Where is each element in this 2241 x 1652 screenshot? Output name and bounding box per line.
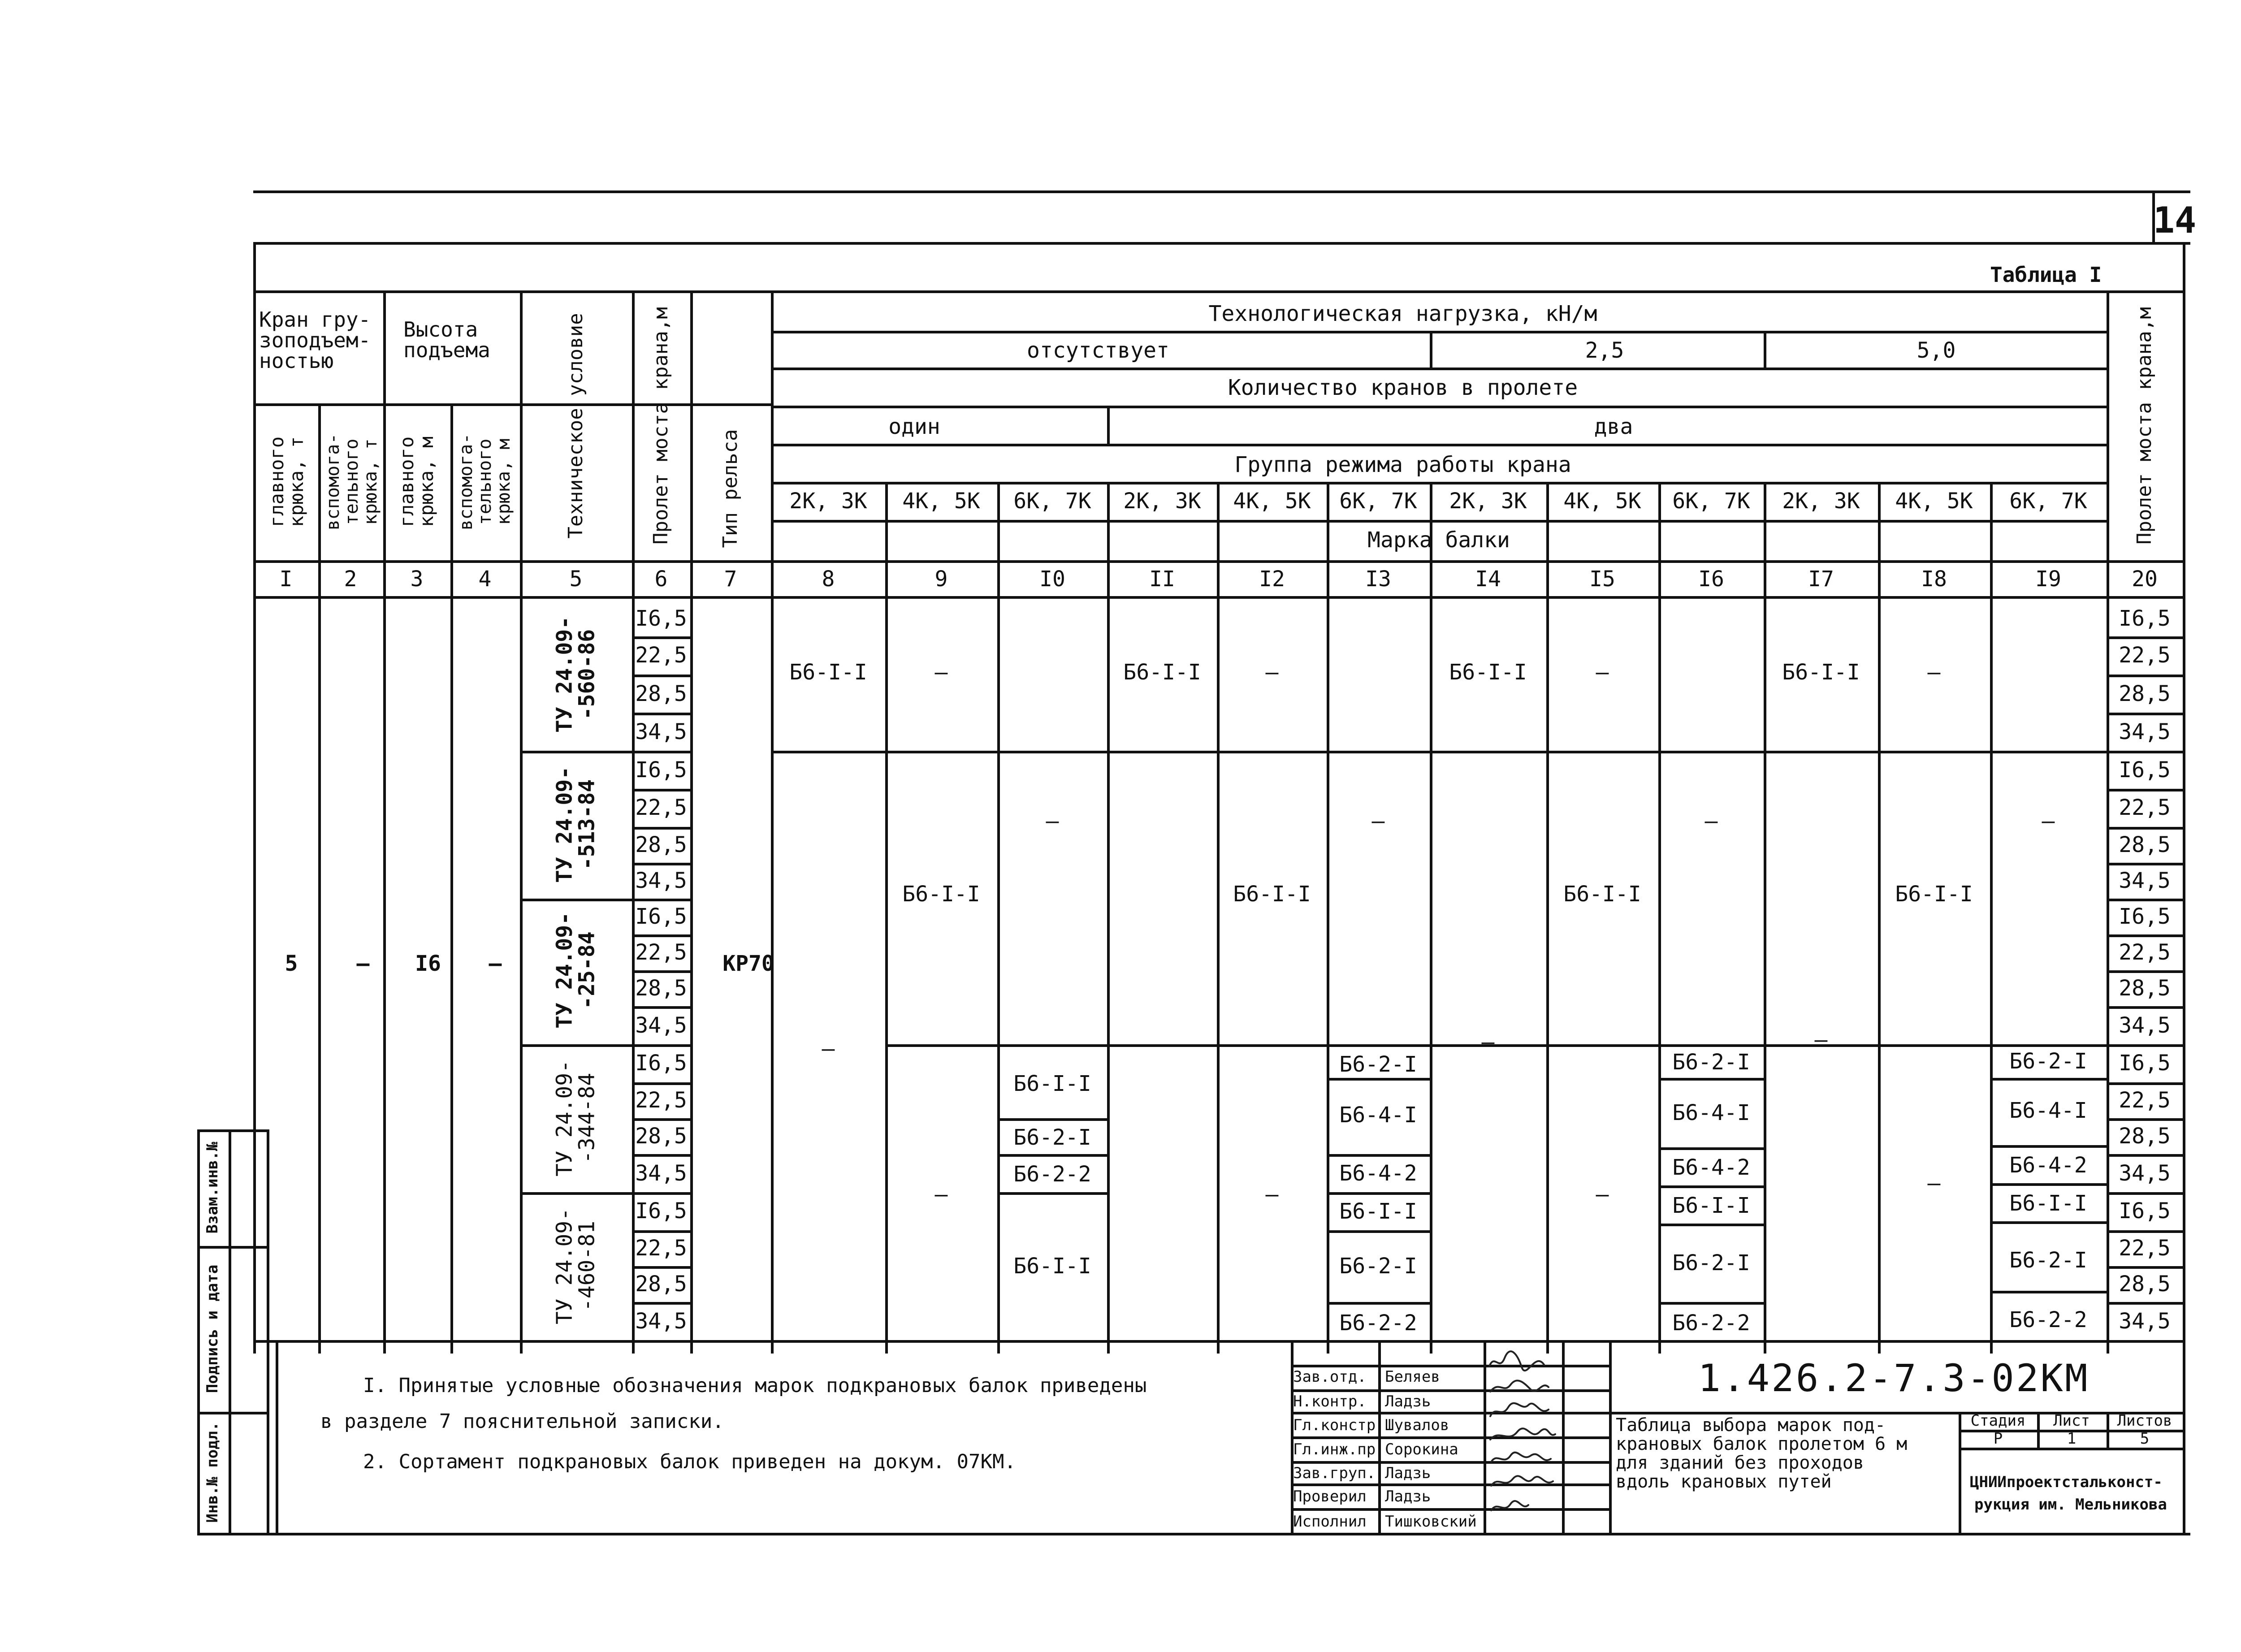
tb-sheets-label: Листов — [2117, 1412, 2172, 1430]
tb-role-5: Зав.груп. — [1293, 1464, 1376, 1482]
span-4-2: 22,5 — [635, 1088, 687, 1113]
rspan-4: 34,5 — [2119, 719, 2171, 744]
frame-right — [2183, 242, 2185, 1533]
span-1-1: I6,5 — [635, 606, 687, 631]
col-line-9 — [885, 482, 888, 1354]
notes-frame-top — [276, 1340, 2183, 1343]
span-row-lines-9 — [632, 934, 690, 937]
tb-name-3: Шувалов — [1385, 1416, 1449, 1434]
mark-c8-low: — — [822, 1036, 835, 1061]
duty-col-17: 2К, 3К — [1782, 489, 1860, 514]
rspan-14: 22,5 — [2119, 1088, 2171, 1113]
load-divider-2 — [1764, 331, 1766, 368]
mark-c13-2: Б6-4-I — [1339, 1103, 1417, 1128]
mark-c11-top: Б6-I-I — [1123, 660, 1201, 685]
sheet-number: 14 — [2153, 199, 2197, 241]
mark-c10-3: Б6-2-2 — [1013, 1162, 1091, 1187]
col-line-11 — [1107, 482, 1110, 1354]
header-line-3 — [253, 403, 773, 406]
col-num-17: I7 — [1808, 567, 1834, 592]
duty-col-11: 2К, 3К — [1123, 489, 1201, 514]
span-2-2: 22,5 — [635, 795, 687, 820]
c10-line-1 — [997, 1118, 1107, 1121]
mark-c17-low: — — [1814, 1027, 1828, 1052]
right-span-line-16 — [2107, 1192, 2183, 1195]
mark-c19-1: Б6-2-I — [2009, 1049, 2087, 1074]
tb-name-1: Беляев — [1385, 1368, 1440, 1386]
load-5-0: 5,0 — [1917, 338, 1956, 363]
col-num-10: I0 — [1039, 567, 1065, 592]
mark-c9-mid: Б6-I-I — [902, 882, 980, 907]
rspan-6: 22,5 — [2119, 795, 2171, 820]
load-divider-1 — [1430, 331, 1432, 368]
col-num-2: 2 — [344, 567, 357, 592]
tb-title-1: Таблица выбора марок под- — [1616, 1415, 1886, 1436]
col-num-6: 6 — [654, 567, 668, 592]
capacity-main-value: 5 — [285, 951, 298, 976]
side-stamp-left — [197, 1129, 200, 1533]
right-span-line-8 — [2107, 899, 2183, 901]
mark-c17-top: Б6-I-I — [1782, 660, 1860, 685]
doc-code: 1.426.2-7.3-02КМ — [1698, 1356, 2090, 1400]
duty-group-header: Группа режима работы крана — [1234, 452, 1571, 477]
tech-condition-header: Техническое условие — [564, 313, 587, 539]
span-row-lines-18 — [632, 1266, 690, 1269]
c10-line-2 — [997, 1154, 1107, 1157]
span-row-lines-15 — [632, 1154, 690, 1157]
span-row-lines-11 — [632, 1006, 690, 1009]
signatures — [1486, 1345, 1562, 1533]
table-label-line — [253, 290, 2183, 293]
mark-c19-6: Б6-2-2 — [2009, 1307, 2087, 1332]
col-num-14: I4 — [1475, 567, 1501, 592]
c19-line-4 — [1990, 1221, 2107, 1224]
col-num-3: 3 — [410, 567, 424, 592]
note-2: 2. Сортамент подкрановых балок приведен на докум. 07КМ. — [363, 1450, 1016, 1473]
mark-c13-6: Б6-2-2 — [1339, 1310, 1417, 1336]
span-3-1: I6,5 — [635, 904, 687, 929]
load-2-5: 2,5 — [1585, 338, 1624, 363]
col-line-15 — [1546, 482, 1549, 1354]
right-span-line-4 — [2107, 751, 2183, 753]
table-label: Таблица I — [1990, 263, 2102, 287]
tb-org-1: ЦНИИпроектстальконст- — [1970, 1473, 2163, 1491]
crane-count-header: Количество кранов в пролете — [1228, 375, 1578, 400]
mark-c11-low: — — [1155, 1032, 1169, 1057]
tb-stage-label: Стадия — [1970, 1412, 2026, 1430]
tb-sheet-value: 1 — [2067, 1430, 2077, 1448]
right-span-line-2 — [2107, 675, 2183, 677]
side-stamp-div-1 — [197, 1246, 267, 1249]
right-span-line-7 — [2107, 863, 2183, 865]
col-line-2 — [318, 403, 321, 1354]
rspan-1: I6,5 — [2119, 606, 2171, 631]
height-aux-value: — — [489, 951, 502, 976]
mark-c19-5: Б6-2-I — [2009, 1248, 2087, 1273]
rspan-8: 34,5 — [2119, 868, 2171, 893]
c13-line-1 — [1327, 1078, 1430, 1081]
span-row-lines-6 — [632, 827, 690, 830]
tb-sheets-value: 5 — [2140, 1430, 2150, 1448]
c16-line-2 — [1658, 1147, 1764, 1150]
load-absent: отсутствует — [1027, 338, 1169, 363]
rspan-5: I6,5 — [2119, 757, 2171, 783]
col-num-5: 5 — [569, 567, 583, 592]
rspan-9: I6,5 — [2119, 904, 2171, 929]
col-num-4: 4 — [478, 567, 492, 592]
tb-role-6: Проверил — [1293, 1488, 1367, 1505]
rspan-12: 34,5 — [2119, 1013, 2171, 1038]
span-2-1: I6,5 — [635, 757, 687, 783]
c13-line-2 — [1327, 1154, 1430, 1157]
note-1: I. Принятые условные обозначения марок подкрановых балок приведены — [363, 1374, 1147, 1397]
c10-line-3 — [997, 1192, 1107, 1195]
col-num-12: I2 — [1259, 567, 1285, 592]
c13-line-4 — [1327, 1230, 1430, 1233]
group-line-b — [885, 1044, 2107, 1047]
duty-col-19: 6К, 7К — [2009, 489, 2087, 514]
mark-c16-2: Б6-4-I — [1672, 1100, 1750, 1125]
side-stamp-div-2 — [197, 1412, 267, 1414]
rspan-18: 22,5 — [2119, 1236, 2171, 1261]
tb-name-6: Ладзь — [1385, 1488, 1431, 1505]
tb-role-7: Исполнил — [1293, 1513, 1367, 1531]
bridge-span-header: Пролет моста крана,м — [649, 307, 672, 545]
side-stamp-replace: Взам.инв.№ — [203, 1142, 222, 1234]
c19-line-1 — [1990, 1078, 2107, 1081]
mark-c18-mid: Б6-I-I — [1895, 882, 1973, 907]
top-rule — [253, 190, 2190, 193]
span-row-lines-5 — [632, 789, 690, 791]
mark-c14-top: Б6-I-I — [1449, 660, 1527, 685]
note-1-cont: в разделе 7 пояснительной записки. — [320, 1410, 724, 1433]
tb-role-1: Зав.отд. — [1293, 1368, 1367, 1386]
mark-c12-top: — — [1265, 660, 1279, 685]
span-1-3: 28,5 — [635, 681, 687, 706]
tb-name-7: Тишковский — [1385, 1513, 1477, 1531]
span-5-3: 28,5 — [635, 1271, 687, 1297]
mark-c12-low: — — [1265, 1182, 1279, 1207]
mark-c16-4: Б6-I-I — [1672, 1193, 1750, 1218]
c16-line-5 — [1658, 1302, 1764, 1305]
height-main-value: I6 — [415, 951, 441, 976]
mark-c19-2: Б6-4-I — [2009, 1098, 2087, 1123]
span-3-3: 28,5 — [635, 976, 687, 1001]
mark-c10-2: Б6-2-I — [1013, 1125, 1091, 1150]
right-span-line-12 — [2107, 1044, 2183, 1047]
tb-name-5: Ладзь — [1385, 1464, 1431, 1482]
col-num-15: I5 — [1589, 567, 1615, 592]
tb-stage-line-2 — [1959, 1448, 2183, 1450]
capacity-aux-value: — — [356, 951, 370, 976]
mark-c15-top: — — [1596, 660, 1609, 685]
header-line-1 — [771, 331, 2107, 333]
tb-name-4: Сорокина — [1385, 1440, 1458, 1458]
col-num-13: I3 — [1365, 567, 1391, 592]
rspan-10: 22,5 — [2119, 940, 2171, 965]
header-line-5 — [771, 444, 2107, 446]
rspan-13: I6,5 — [2119, 1051, 2171, 1076]
mark-c9-low: — — [934, 1182, 948, 1207]
mark-c9-top: — — [934, 660, 948, 685]
span-row-lines-1 — [632, 636, 690, 639]
aux-crane-t-header: вспомога- тельного крюка, т — [323, 433, 381, 531]
span-row-lines-2 — [632, 675, 690, 677]
right-span-line-14 — [2107, 1118, 2183, 1121]
span-3-2: 22,5 — [635, 940, 687, 965]
mark-c15-low: — — [1596, 1182, 1609, 1207]
col-num-9: 9 — [934, 567, 948, 592]
mark-c12-mid: Б6-I-I — [1233, 882, 1311, 907]
right-span-line-15 — [2107, 1154, 2183, 1157]
span-5-1: I6,5 — [635, 1198, 687, 1224]
col-num-8: 8 — [822, 567, 835, 592]
tech-load-header: Технологическая нагрузка, кН/м — [1208, 301, 1597, 326]
mark-c18-top: — — [1927, 660, 1941, 685]
col-line-3 — [383, 290, 386, 1354]
header-line-6 — [771, 482, 2107, 484]
rspan-11: 28,5 — [2119, 976, 2171, 1001]
tb-stage-value: Р — [1993, 1430, 2003, 1448]
tb-name-2: Ладзь — [1385, 1393, 1431, 1410]
span-1-4: 34,5 — [635, 719, 687, 744]
col-num-16: I6 — [1698, 567, 1724, 592]
right-span-line-11 — [2107, 1006, 2183, 1009]
col-num-11: II — [1149, 567, 1175, 592]
c19-line-5 — [1990, 1291, 2107, 1293]
rspan-19: 28,5 — [2119, 1271, 2171, 1297]
duty-col-13: 6К, 7К — [1339, 489, 1417, 514]
mark-c13-5: Б6-2-I — [1339, 1254, 1417, 1279]
span-4-1: I6,5 — [635, 1051, 687, 1076]
duty-col-16: 6К, 7К — [1672, 489, 1750, 514]
bridge-span-right-header: Пролет моста крана,м — [2133, 307, 2156, 545]
duty-col-9: 4К, 5К — [902, 489, 980, 514]
tu-block-line-2 — [520, 899, 690, 901]
right-span-line-19 — [2107, 1302, 2183, 1305]
span-3-4: 34,5 — [635, 1013, 687, 1038]
mark-c19-mid: — — [2042, 809, 2055, 834]
c19-line-3 — [1990, 1183, 2107, 1186]
tb-code-line — [1609, 1412, 2183, 1414]
right-span-line-6 — [2107, 827, 2183, 830]
rspan-3: 28,5 — [2119, 681, 2171, 706]
mark-c16-6: Б6-2-2 — [1672, 1310, 1750, 1336]
frame-left — [253, 242, 256, 1354]
duty-col-10: 6К, 7К — [1013, 489, 1091, 514]
side-stamp-top — [197, 1129, 267, 1132]
span-4-3: 28,5 — [635, 1124, 687, 1149]
mark-c10-mid: — — [1046, 809, 1059, 834]
col-line-12 — [1217, 482, 1220, 1354]
col-num-18: I8 — [1921, 567, 1947, 592]
tb-title-4: вдоль крановых путей — [1616, 1471, 1832, 1492]
col-num-19: I9 — [2035, 567, 2061, 592]
col-line-7 — [690, 290, 693, 1354]
duty-col-18: 4К, 5К — [1895, 489, 1973, 514]
tu-block-line-4 — [520, 1192, 690, 1195]
c19-line-2 — [1990, 1145, 2107, 1148]
rspan-16: 34,5 — [2119, 1161, 2171, 1186]
beam-mark-header: Марка балки — [1367, 528, 1510, 553]
mark-c19-3: Б6-4-2 — [2009, 1153, 2087, 1178]
span-row-lines-19 — [632, 1302, 690, 1305]
main-crane-m-header: главного крюка, м — [395, 436, 437, 528]
c13-line-5 — [1327, 1302, 1430, 1305]
span-row-lines-10 — [632, 970, 690, 973]
rail-type-header: Тип рельса — [718, 429, 742, 548]
span-5-2: 22,5 — [635, 1236, 687, 1261]
col-line-13 — [1327, 482, 1329, 1354]
right-span-line-10 — [2107, 970, 2183, 973]
col-line-10 — [997, 482, 1000, 1354]
tb-org-2: рукция им. Мельникова — [1974, 1496, 2167, 1514]
main-crane-t-header: главного крюка, т — [265, 436, 307, 528]
rspan-2: 22,5 — [2119, 643, 2171, 668]
c16-line-3 — [1658, 1185, 1764, 1188]
mark-c16-5: Б6-2-I — [1672, 1250, 1750, 1276]
right-span-line-17 — [2107, 1230, 2183, 1233]
col-line-17 — [1764, 482, 1766, 1354]
duty-col-12: 4К, 5К — [1233, 489, 1311, 514]
span-row-lines-14 — [632, 1118, 690, 1121]
tu-5: ТУ 24.09- -460-81 — [552, 1207, 600, 1325]
span-2-3: 28,5 — [635, 832, 687, 857]
mark-c10-4: Б6-I-I — [1013, 1254, 1091, 1279]
tu-1: ТУ 24.09- -560-86 — [552, 616, 600, 733]
span-row-lines-7 — [632, 863, 690, 865]
group-line-a — [771, 751, 2107, 753]
tb-role-3: Гл.констр — [1293, 1416, 1376, 1434]
header-line-4 — [771, 406, 2107, 408]
count-divider — [1107, 406, 1110, 444]
col-line-14 — [1430, 482, 1432, 1354]
frame-top — [253, 242, 2190, 245]
side-stamp-mid — [229, 1129, 231, 1533]
side-stamp-inv: Инв.№ подл. — [203, 1422, 222, 1523]
mark-c19-4: Б6-I-I — [2009, 1191, 2087, 1216]
count-one: один — [888, 414, 940, 439]
header-line-7 — [771, 520, 2107, 523]
side-stamp-sign: Подпись и дата — [203, 1264, 222, 1393]
mark-c16-mid: — — [1705, 809, 1718, 834]
right-span-line-1 — [2107, 636, 2183, 639]
span-4-4: 34,5 — [635, 1161, 687, 1186]
mark-c16-1: Б6-2-I — [1672, 1050, 1750, 1075]
span-2-4: 34,5 — [635, 868, 687, 893]
side-stamp-right — [267, 1129, 269, 1533]
mark-c13-4: Б6-I-I — [1339, 1199, 1417, 1224]
tb-title-2: крановых балок пролетом 6 м — [1616, 1434, 1908, 1454]
rspan-17: I6,5 — [2119, 1198, 2171, 1224]
lift-height-header: Высота подъема — [403, 317, 490, 362]
col-line-8 — [771, 290, 774, 1354]
right-span-line-18 — [2107, 1266, 2183, 1269]
c13-line-3 — [1327, 1192, 1430, 1195]
mark-c14-low: — — [1481, 1029, 1495, 1055]
tu-3: ТУ 24.09- -25-84 — [552, 912, 600, 1029]
mark-c13-1: Б6-2-I — [1339, 1052, 1417, 1077]
col-num-20: 20 — [2132, 567, 2158, 592]
right-span-line-5 — [2107, 789, 2183, 791]
rspan-20: 34,5 — [2119, 1309, 2171, 1334]
mark-c13-3: Б6-4-2 — [1339, 1161, 1417, 1186]
tu-block-line-3 — [520, 1044, 690, 1047]
rspan-7: 28,5 — [2119, 832, 2171, 857]
mark-c10-1: Б6-I-I — [1013, 1071, 1091, 1096]
duty-col-8: 2К, 3К — [789, 489, 867, 514]
tb-sheet-label: Лист — [2053, 1412, 2090, 1430]
tu-block-line-1 — [520, 751, 690, 753]
span-row-lines-13 — [632, 1082, 690, 1085]
span-5-4: 34,5 — [635, 1309, 687, 1334]
mark-c16-3: Б6-4-2 — [1672, 1155, 1750, 1180]
right-span-line-9 — [2107, 934, 2183, 937]
span-1-2: 22,5 — [635, 643, 687, 668]
tb-title-3: для зданий без проходов — [1616, 1453, 1864, 1473]
tb-main-div — [1609, 1340, 1612, 1533]
mark-c8-top: Б6-I-I — [789, 660, 867, 685]
right-span-line-13 — [2107, 1082, 2183, 1085]
crane-capacity-header: Кран гру- зоподъем- ностью — [259, 307, 371, 373]
span-row-lines-17 — [632, 1230, 690, 1233]
c16-line-1 — [1658, 1078, 1764, 1081]
tb-role-4: Гл.инж.пр — [1293, 1440, 1376, 1458]
col-line-4 — [450, 403, 453, 1354]
col-line-16 — [1658, 482, 1661, 1354]
right-span-line-3 — [2107, 713, 2183, 715]
duty-col-15: 4К, 5К — [1563, 489, 1641, 514]
mark-c15-mid: Б6-I-I — [1563, 882, 1641, 907]
tb-role-2: Н.контр. — [1293, 1393, 1367, 1410]
mark-c18-low: — — [1927, 1171, 1941, 1196]
aux-crane-m-header: вспомога- тельного крюка, м — [456, 433, 514, 531]
header-line-2 — [771, 368, 2107, 370]
tu-4: ТУ 24.09- -344-84 — [552, 1060, 600, 1177]
duty-col-14: 2К, 3К — [1449, 489, 1527, 514]
rail-value: КР70 — [722, 951, 774, 976]
tu-2: ТУ 24.09- -513-84 — [552, 766, 600, 883]
col-line-18 — [1878, 482, 1881, 1354]
notes-frame-left — [276, 1340, 278, 1533]
span-row-lines-3 — [632, 713, 690, 715]
notes-frame-bottom — [197, 1533, 2190, 1535]
rspan-15: 28,5 — [2119, 1124, 2171, 1149]
mark-c13-mid: — — [1371, 809, 1385, 834]
c16-line-4 — [1658, 1224, 1764, 1226]
col-num-7: 7 — [724, 567, 737, 592]
col-num-1: I — [279, 567, 293, 592]
count-two: два — [1594, 414, 1633, 439]
